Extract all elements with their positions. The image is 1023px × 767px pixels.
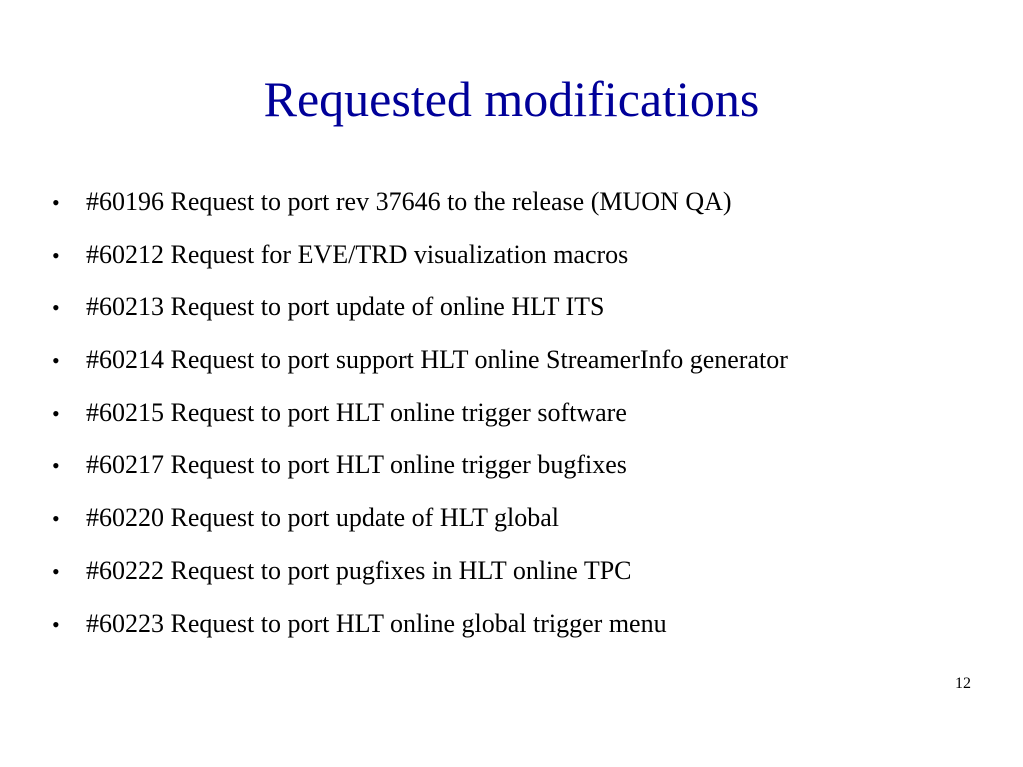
list-item-text: #60214 Request to port support HLT online StreamerInfo generator <box>86 345 788 375</box>
bullet-icon: • <box>52 400 60 426</box>
list-item <box>52 387 788 440</box>
list-item <box>52 492 788 545</box>
list-item <box>52 176 788 229</box>
list-item <box>52 545 788 598</box>
list-item-text: #60222 Request to port pugfixes in HLT online TPC <box>86 555 632 585</box>
bullet-icon: • <box>52 453 60 479</box>
bullet-icon: • <box>52 190 60 215</box>
page-number: 12 <box>955 675 971 692</box>
list-item <box>52 281 788 334</box>
bullet-icon: • <box>52 242 60 268</box>
list-item <box>52 334 788 387</box>
list-item-text: #60213 Request to port update of online HLT ITS <box>86 292 605 322</box>
list-item-text: #60220 Request to port update of HLT global <box>86 503 560 533</box>
list-item <box>52 598 788 651</box>
list-item-text: #60217 Request to port HLT online trigger bugfixes <box>86 450 627 480</box>
list-item-text: #60196 Request to port rev 37646 to the release (MUON QA) <box>86 187 732 216</box>
list-item-text: #60223 Request to port HLT online global trigger menu <box>86 608 667 638</box>
list-item-text: #60212 Request for EVE/TRD visualization macros <box>86 239 629 269</box>
bullet-icon: • <box>52 295 60 321</box>
bullet-icon: • <box>52 611 60 637</box>
list-item <box>52 439 788 492</box>
list-item-text: #60215 Request to port HLT online trigger software <box>86 397 627 427</box>
slide-title: Requested modifications <box>263 71 760 127</box>
bullet-icon: • <box>52 506 60 532</box>
bullet-icon: • <box>52 558 60 584</box>
bullet-icon: • <box>52 348 60 374</box>
bullet-list <box>52 176 788 650</box>
list-item <box>52 229 788 282</box>
